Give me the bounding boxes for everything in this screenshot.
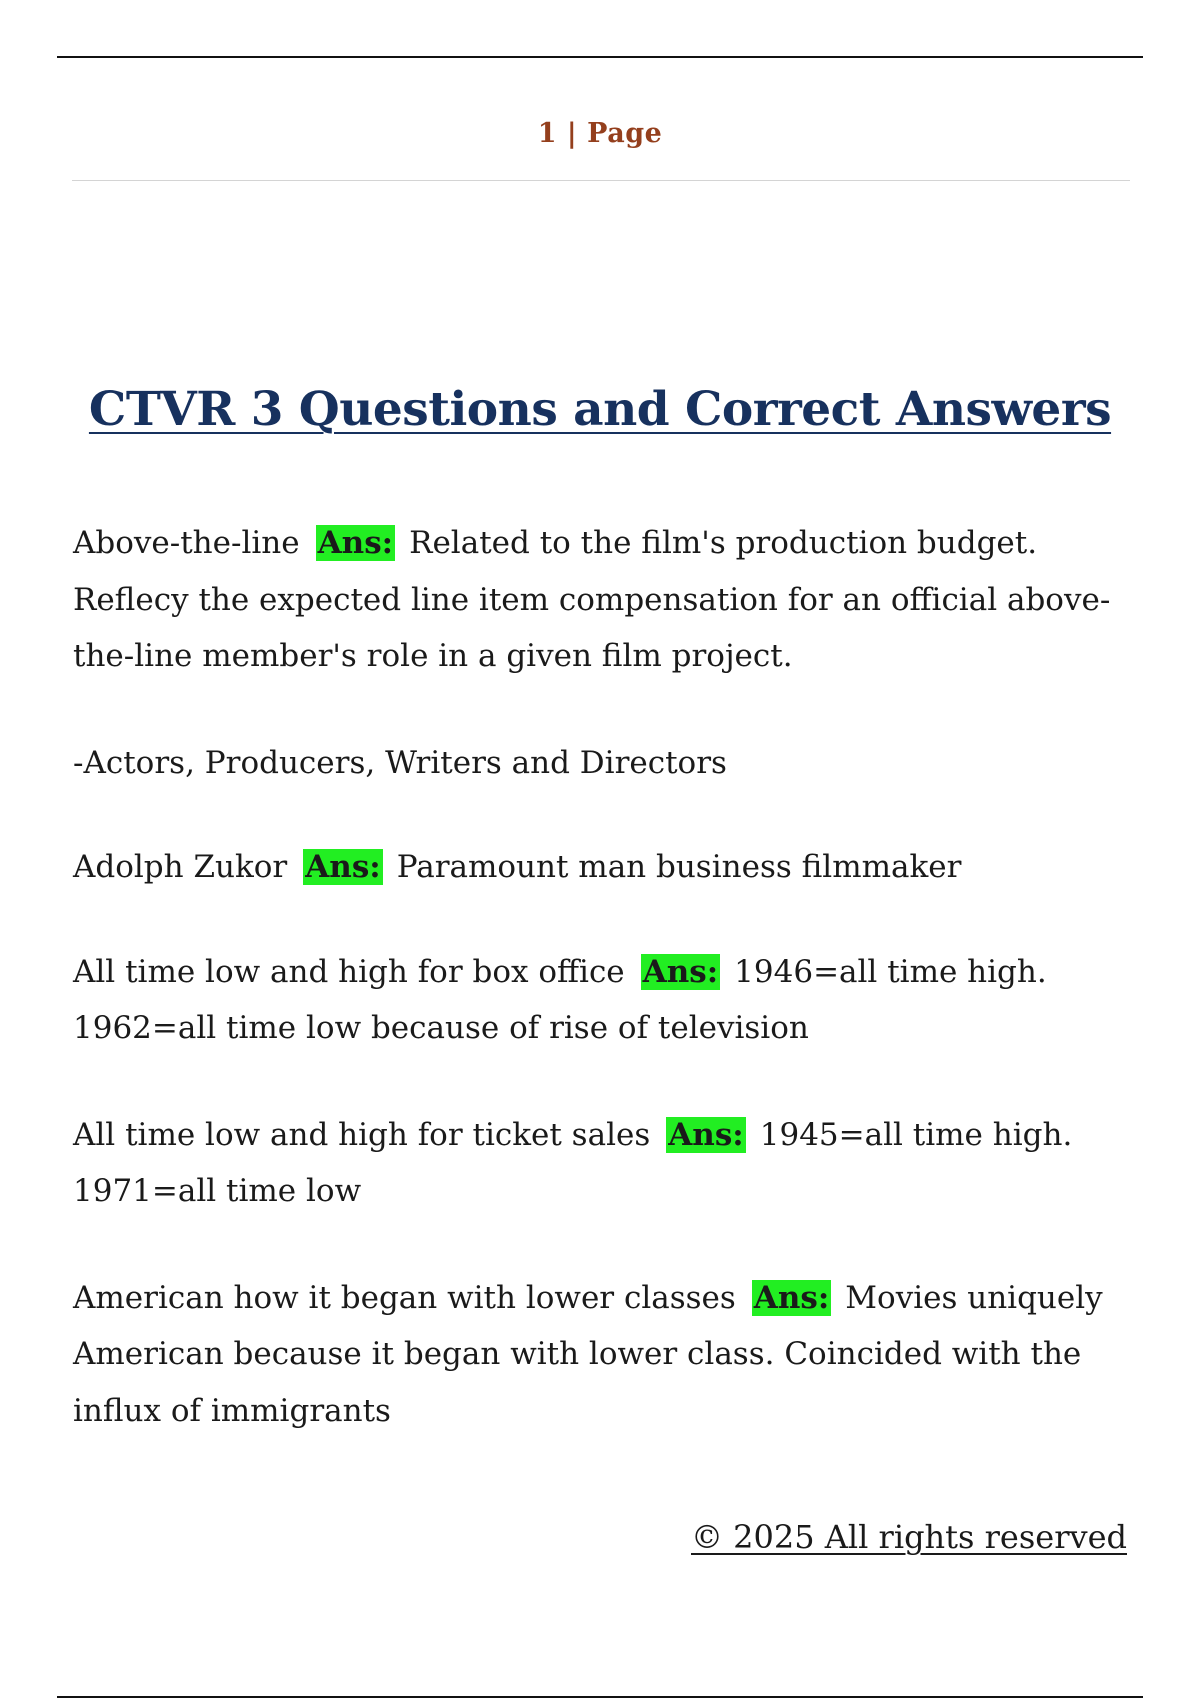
qa-content — [73, 515, 1133, 1489]
question-text: Adolph Zukor — [73, 849, 288, 885]
ans-label: Ans: — [753, 1279, 830, 1316]
page-number-header: 1 | Page — [537, 118, 663, 149]
qa-item — [73, 839, 1133, 896]
answer-text: 1945=all time high. 1971=all time low — [73, 1116, 1073, 1209]
question-text: Above-the-line — [73, 525, 300, 561]
ans-label: Ans: — [317, 525, 394, 561]
qa-item — [73, 1107, 1133, 1220]
question-text: All time low and high for ticket sales — [73, 1116, 651, 1153]
answer-list-text: -Actors, Producers, Writers and Directors — [73, 744, 727, 781]
ans-label: Ans: — [642, 953, 719, 990]
qa-item — [73, 515, 1133, 685]
qa-item — [73, 1270, 1133, 1440]
question-text: American how it began with lower classes — [73, 1279, 736, 1316]
answer-text: Paramount man business filmmaker — [396, 849, 962, 885]
answer-text: 1946=all time high. 1962=all time low because of rise of television — [73, 953, 1047, 1046]
document-title: CTVR 3 Questions and Correct Answers — [88, 382, 1112, 437]
question-text: All time low and high for box office — [73, 953, 625, 990]
qa-item — [73, 735, 1133, 792]
copyright-footer: © 2025 All rights reserved — [691, 1518, 1127, 1556]
answer-text: Movies uniquely American because it began with lower class. Coincided with the influx of immigrants — [73, 1279, 1103, 1429]
answer-text: Related to the film's production budget. Reflecy the expected line item compensation for an official above-the-line member's role in a given film project. — [73, 525, 1111, 674]
header-divider — [72, 180, 1130, 181]
qa-item — [73, 944, 1133, 1057]
ans-label: Ans: — [305, 849, 381, 885]
bottom-rule — [57, 1696, 1143, 1698]
top-rule — [57, 56, 1143, 58]
ans-label: Ans: — [668, 1116, 744, 1153]
